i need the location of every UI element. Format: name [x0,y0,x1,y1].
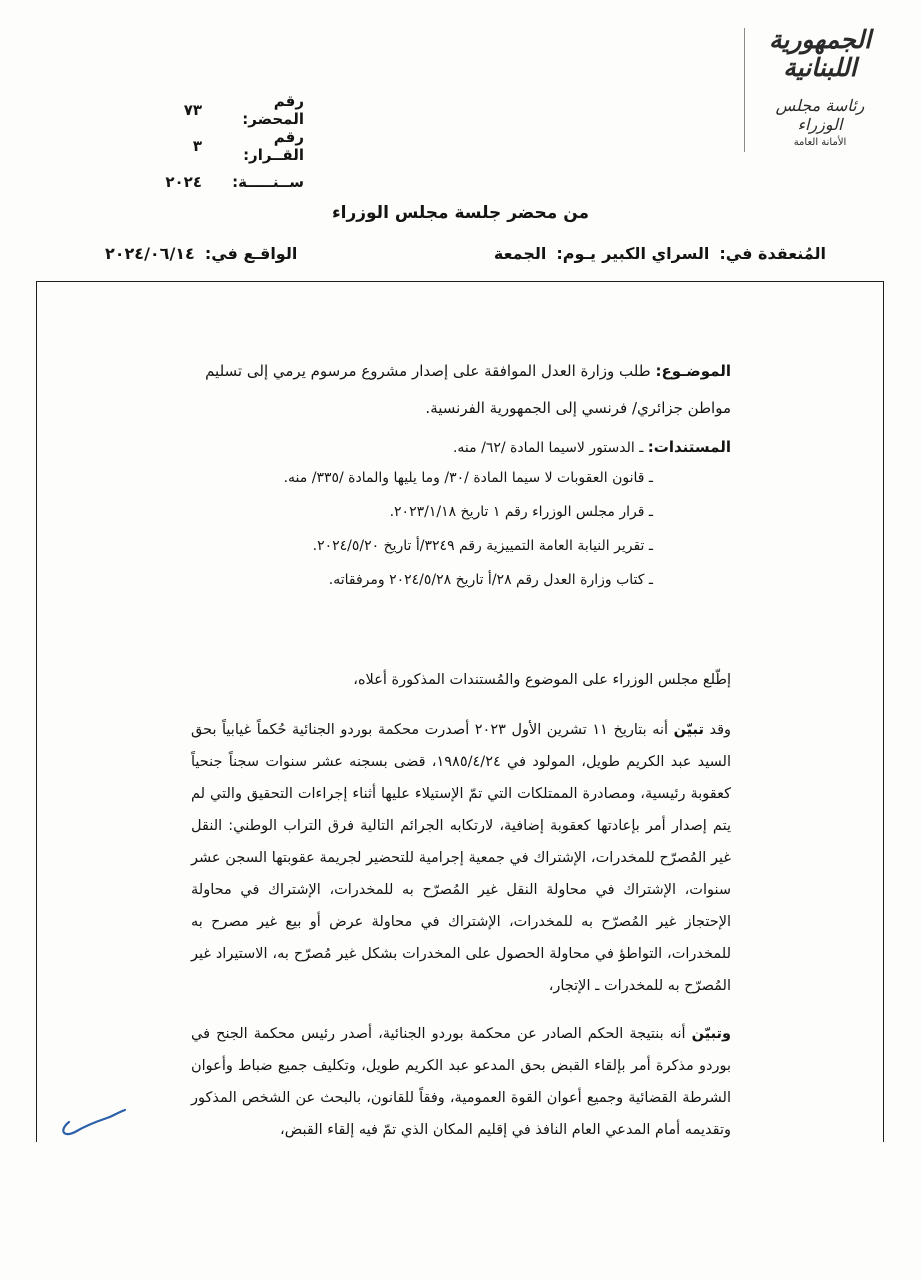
session-day-value: الجمعة [493,244,547,263]
decision-number-row [94,128,304,164]
session-location-label: المُنعقدة في: [719,244,826,263]
session-date-label: الواقـع في: [204,244,298,263]
finding-paragraph-1 [191,714,731,1002]
paragraph-1-lead: وقد [709,722,731,738]
paragraph-1-keyword: تبيّن [673,722,704,738]
session-location [602,244,826,263]
session-date [105,244,297,263]
letterhead-line-lebanese: اللبنانية [783,53,857,82]
subject-block [191,353,731,427]
decision-number-value: ٣ [192,137,202,155]
body-text [191,664,731,1146]
year-label: ســنـــــة: [232,173,304,191]
letterhead-divider [744,28,745,152]
intro-paragraph: إطّلع مجلس الوزراء على الموضوع والمُستندات المذكورة أعلاه، [353,672,731,688]
session-date-value: ٢٠٢٤/٠٦/١٤ [105,244,195,263]
letterhead-line-presidency: رئاسة مجلس الوزراء [775,96,865,134]
letterhead-line-republic: الجمهورية [768,25,872,54]
year-value: ٢٠٢٤ [165,173,202,191]
meta-block [94,92,304,200]
document-item: ـ الدستور لاسيما المادة /٦٢/ منه. [452,440,644,456]
paragraph-1-text: أنه بتاريخ ١١ تشرين الأول ٢٠٢٣ أصدرت محكمة بوردو الجنائية حُكماً غيابياً بحق السيد عبد الكريم طويل، المولود في ١٩٨٥/٤/٢٤، قضى بسجنه عشر سنوات سجناً جنحياً كعقوبة رئيسية، ومصادرة الممتلكات التي تمّ الإستيلاء عليها أثناء إجراءات التحقيق والتي لم يتم إصدار أمر بإعادتها كعقوبة إضافية، لارتكابه الجرائم التالية فرق التراب الوطني: النقل غير المُصرّح للمخدرات، الإشتراك في جمعية إجرامية للتحضير لجريمة عقوبتها السجن عشر سنوات، الإشتراك في محاولة النقل غير المُصرّح به للمخدرات، الإشتراك في محاولة الإحتجاز غير المُصرّح به للمخدرات، الإشتراك في محاولة عرض أو بيع غير مصرح به للمخدرات، التواطؤ في محاولة الحصول على المخدرات بشكل غير مُصرّح به، الاستيراد غير المُصرّح به للمخدرات ـ الإتجار، [191,722,732,994]
minutes-number-label: رقم المحضر: [242,92,304,128]
documents-first-row [191,434,731,461]
decision-number-label: رقم القــرار: [243,128,304,164]
documents-label: المستندات: [647,438,731,456]
signature-mark [55,1100,135,1140]
minutes-number-row [94,92,304,128]
document-item: ـ تقرير النيابة العامة التمييزية رقم ٣٢٤٩/أ تاريخ ٢٠٢٤/٥/٢٠. [312,538,653,554]
paragraph-2-keyword: وتبيّن [691,1026,731,1042]
document-item: ـ كتاب وزارة العدل رقم ٢٨/أ تاريخ ٢٠٢٤/٥/٢٨ ومرفقاته. [328,572,653,588]
document-title: من محضر جلسة مجلس الوزراء [331,203,590,223]
subject-label: الموضـوع: [655,362,731,380]
subject-text: طلب وزارة العدل الموافقة على إصدار مشروع مرسوم يرمي إلى تسليم مواطن جزائري/ فرنسي إلى الجمهورية الفرنسية. [205,362,731,417]
year-row [94,164,304,200]
document-item: ـ قانون العقوبات لا سيما المادة /٣٠/ وما يليها والمادة /٣٣٥/ منه. [283,470,653,486]
finding-paragraph-2 [191,1018,731,1146]
documents-block [191,434,731,597]
letterhead-line-secretariat: الأمانة العامة [793,137,847,148]
session-day [494,244,596,263]
session-info [105,244,826,270]
paragraph-2-text: أنه بنتيجة الحكم الصادر عن محكمة بوردو الجنائية، أصدر رئيس محكمة الجنح في بوردو مذكرة أمر بإلقاء القبض بحق المدعو عبد الكريم طويل، وتكليف جميع ضباط وأعوان الشرطة القضائية وجميع أعوان القوة العمومية، وفقاً للقانون، بالبحث عن الشخص المذكور وتقديمه أمام المدعي العام النافذ في إقليم المكان الذي تمّ فيه إلقاء القبض، [191,1026,731,1138]
session-day-label: يـوم: [556,244,596,263]
document-item: ـ قرار مجلس الوزراء رقم ١ تاريخ ٢٠٢٣/١/١٨. [389,504,653,520]
letterhead-logo [755,26,885,148]
session-location-value: السراي الكبير [602,244,710,263]
minutes-number-value: ٧٣ [183,101,202,119]
